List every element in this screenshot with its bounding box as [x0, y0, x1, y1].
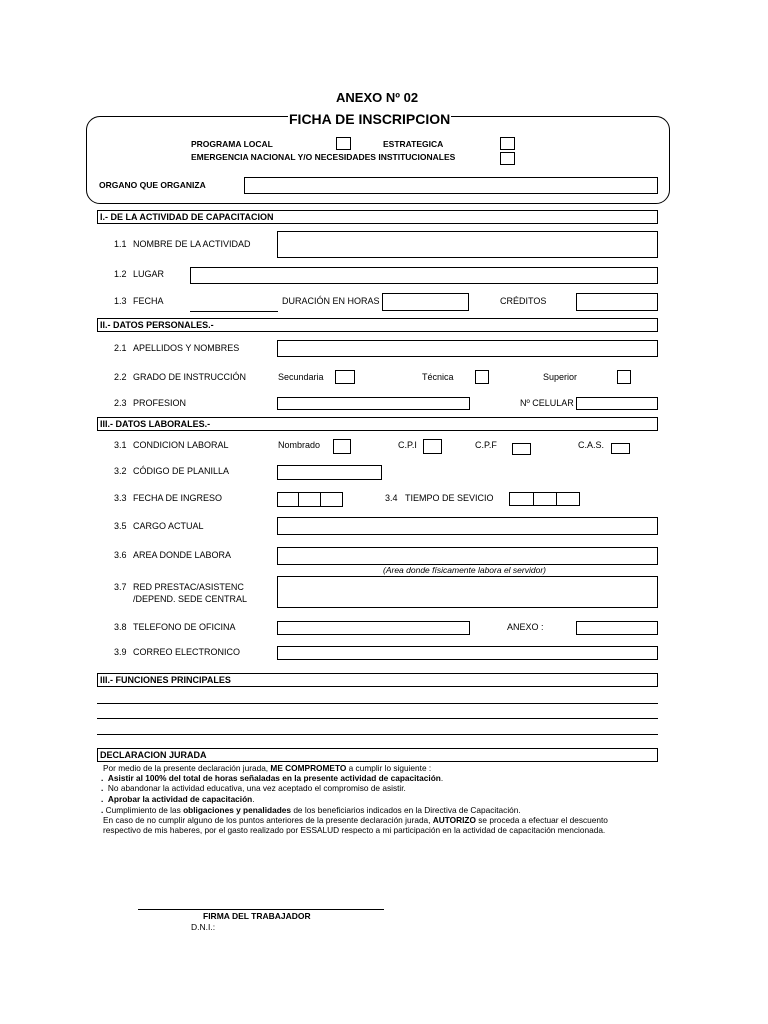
service-time-label: TIEMPO DE SEVICIO: [405, 493, 494, 503]
email-label: CORREO ELECTRONICO: [133, 647, 241, 657]
start-date-label: FECHA DE INGRESO: [133, 493, 223, 503]
network-label-line1: RED PRESTAC/ASISTENC: [133, 582, 244, 592]
activity-name-field[interactable]: [277, 231, 658, 258]
date-label: FECHA: [133, 296, 164, 306]
extension-label: ANEXO :: [507, 622, 544, 632]
payroll-field[interactable]: [277, 465, 382, 480]
appointed-label: Nombrado: [278, 440, 321, 450]
functions-line[interactable]: [97, 703, 658, 704]
item-number: 1.3: [114, 296, 127, 306]
cellphone-label: Nº CELULAR: [520, 398, 574, 408]
item-number: 3.8: [114, 622, 127, 632]
profession-field[interactable]: [277, 397, 470, 410]
names-field[interactable]: [277, 340, 658, 357]
start-date-divider: [320, 493, 321, 507]
functions-line[interactable]: [97, 718, 658, 719]
profession-label: PROFESION: [133, 398, 187, 408]
strategic-checkbox[interactable]: [500, 137, 515, 150]
work-area-note: (Area donde físicamente labora el servidor): [383, 565, 546, 575]
service-time-divider: [556, 493, 557, 506]
date-field[interactable]: [190, 311, 278, 312]
cellphone-field[interactable]: [576, 397, 658, 410]
condition-label: CONDICION LABORAL: [133, 440, 229, 450]
item-number: 3.2: [114, 466, 127, 476]
declaration-item: . Aprobar la actividad de capacitación.: [101, 794, 255, 804]
item-number: 2.2: [114, 372, 127, 382]
secondary-label: Secundaria: [278, 372, 324, 382]
credits-field[interactable]: [576, 293, 658, 311]
cpi-checkbox[interactable]: [423, 439, 442, 454]
section-work-header: III.- DATOS LABORALES.-: [97, 417, 658, 431]
item-number: 1.1: [114, 239, 127, 249]
superior-checkbox[interactable]: [617, 370, 631, 384]
technical-checkbox[interactable]: [475, 370, 489, 384]
form-title: FICHA DE INSCRIPCION: [289, 111, 451, 127]
phone-field[interactable]: [277, 621, 470, 635]
activity-name-label: NOMBRE DE LA ACTIVIDAD: [133, 239, 251, 249]
item-number: 2.1: [114, 343, 127, 353]
strategic-label: ESTRATEGICA: [383, 139, 444, 149]
work-area-label: AREA DONDE LABORA: [133, 550, 232, 560]
item-number: 3.3: [114, 493, 127, 503]
item-number: 2.3: [114, 398, 127, 408]
emergency-label: EMERGENCIA NACIONAL Y/O NECESIDADES INSTITUCIONALES: [191, 152, 456, 162]
item-number: 3.9: [114, 647, 127, 657]
item-number: 3.7: [114, 582, 127, 592]
duration-field[interactable]: [382, 293, 469, 311]
organizer-label: ORGANO QUE ORGANIZA: [99, 180, 206, 190]
item-number: 3.4: [385, 493, 398, 503]
superior-label: Superior: [543, 372, 578, 382]
start-date-divider: [298, 493, 299, 507]
cas-checkbox[interactable]: [611, 443, 630, 454]
position-field[interactable]: [277, 517, 658, 535]
secondary-checkbox[interactable]: [335, 370, 355, 384]
section-personal-header: II.- DATOS PERSONALES.-: [97, 318, 658, 332]
item-number: 3.6: [114, 550, 127, 560]
service-time-field[interactable]: [509, 492, 580, 506]
network-field[interactable]: [277, 576, 658, 608]
functions-line[interactable]: [97, 734, 658, 735]
declaration-intro: Por medio de la presente declaración jurada, ME COMPROMETO a cumplir lo siguiente :: [103, 763, 432, 773]
technical-label: Técnica: [422, 372, 454, 382]
cas-label: C.A.S.: [578, 440, 605, 450]
declaration-header: DECLARACION JURADA: [97, 748, 658, 762]
section-activity-header: I.- DE LA ACTIVIDAD DE CAPACITACION: [97, 210, 658, 224]
signature-line[interactable]: [138, 909, 384, 910]
emergency-checkbox[interactable]: [500, 152, 515, 165]
position-label: CARGO ACTUAL: [133, 521, 204, 531]
declaration-authorization-cont: respectivo de mis haberes, por el gasto realizado por ESSALUD respecto a mi participación en la actividad de capacitación mencionada.: [103, 825, 606, 835]
place-label: LUGAR: [133, 269, 165, 279]
education-label: GRADO DE INSTRUCCIÓN: [133, 372, 247, 382]
declaration-item: . Cumplimiento de las obligaciones y penalidades de los beneficiarios indicados en la Directiva de Capacitación.: [101, 805, 521, 815]
signature-label: FIRMA DEL TRABAJADOR: [203, 911, 311, 921]
organizer-field[interactable]: [244, 177, 658, 194]
names-label: APELLIDOS Y NOMBRES: [133, 343, 240, 353]
work-area-field[interactable]: [277, 547, 658, 565]
credits-label: CRÉDITOS: [500, 296, 547, 306]
declaration-item: . Asistir al 100% del total de horas señaladas en la presente actividad de capacitación.: [101, 773, 444, 783]
declaration-authorization: En caso de no cumplir alguno de los puntos anteriores de la presente declaración jurada, AUTORIZO se proceda a efectuar el descuento: [103, 815, 608, 825]
service-time-divider: [533, 493, 534, 506]
cpi-label: C.P.I: [398, 440, 417, 450]
place-field[interactable]: [190, 267, 658, 284]
network-label-line2: /DEPEND. SEDE CENTRAL: [133, 594, 248, 604]
section-functions-header: III.- FUNCIONES PRINCIPALES: [97, 673, 658, 687]
cpf-label: C.P.F: [475, 440, 497, 450]
item-number: 3.1: [114, 440, 127, 450]
item-number: 1.2: [114, 269, 127, 279]
program-local-label: PROGRAMA LOCAL: [191, 139, 273, 149]
dni-label: D.N.I.:: [191, 922, 216, 932]
email-field[interactable]: [277, 646, 658, 660]
start-date-field[interactable]: [277, 492, 343, 507]
annex-number: ANEXO Nº 02: [336, 90, 419, 105]
payroll-label: CÓDIGO DE PLANILLA: [133, 466, 230, 476]
program-local-checkbox[interactable]: [336, 137, 351, 150]
duration-label: DURACIÓN EN HORAS: [282, 296, 380, 306]
extension-field[interactable]: [576, 621, 658, 635]
item-number: 3.5: [114, 521, 127, 531]
phone-label: TELEFONO DE OFICINA: [133, 622, 236, 632]
appointed-checkbox[interactable]: [333, 439, 351, 454]
declaration-item: . No abandonar la actividad educativa, una vez aceptado el compromiso de asistir.: [101, 783, 406, 793]
cpf-checkbox[interactable]: [512, 443, 531, 455]
